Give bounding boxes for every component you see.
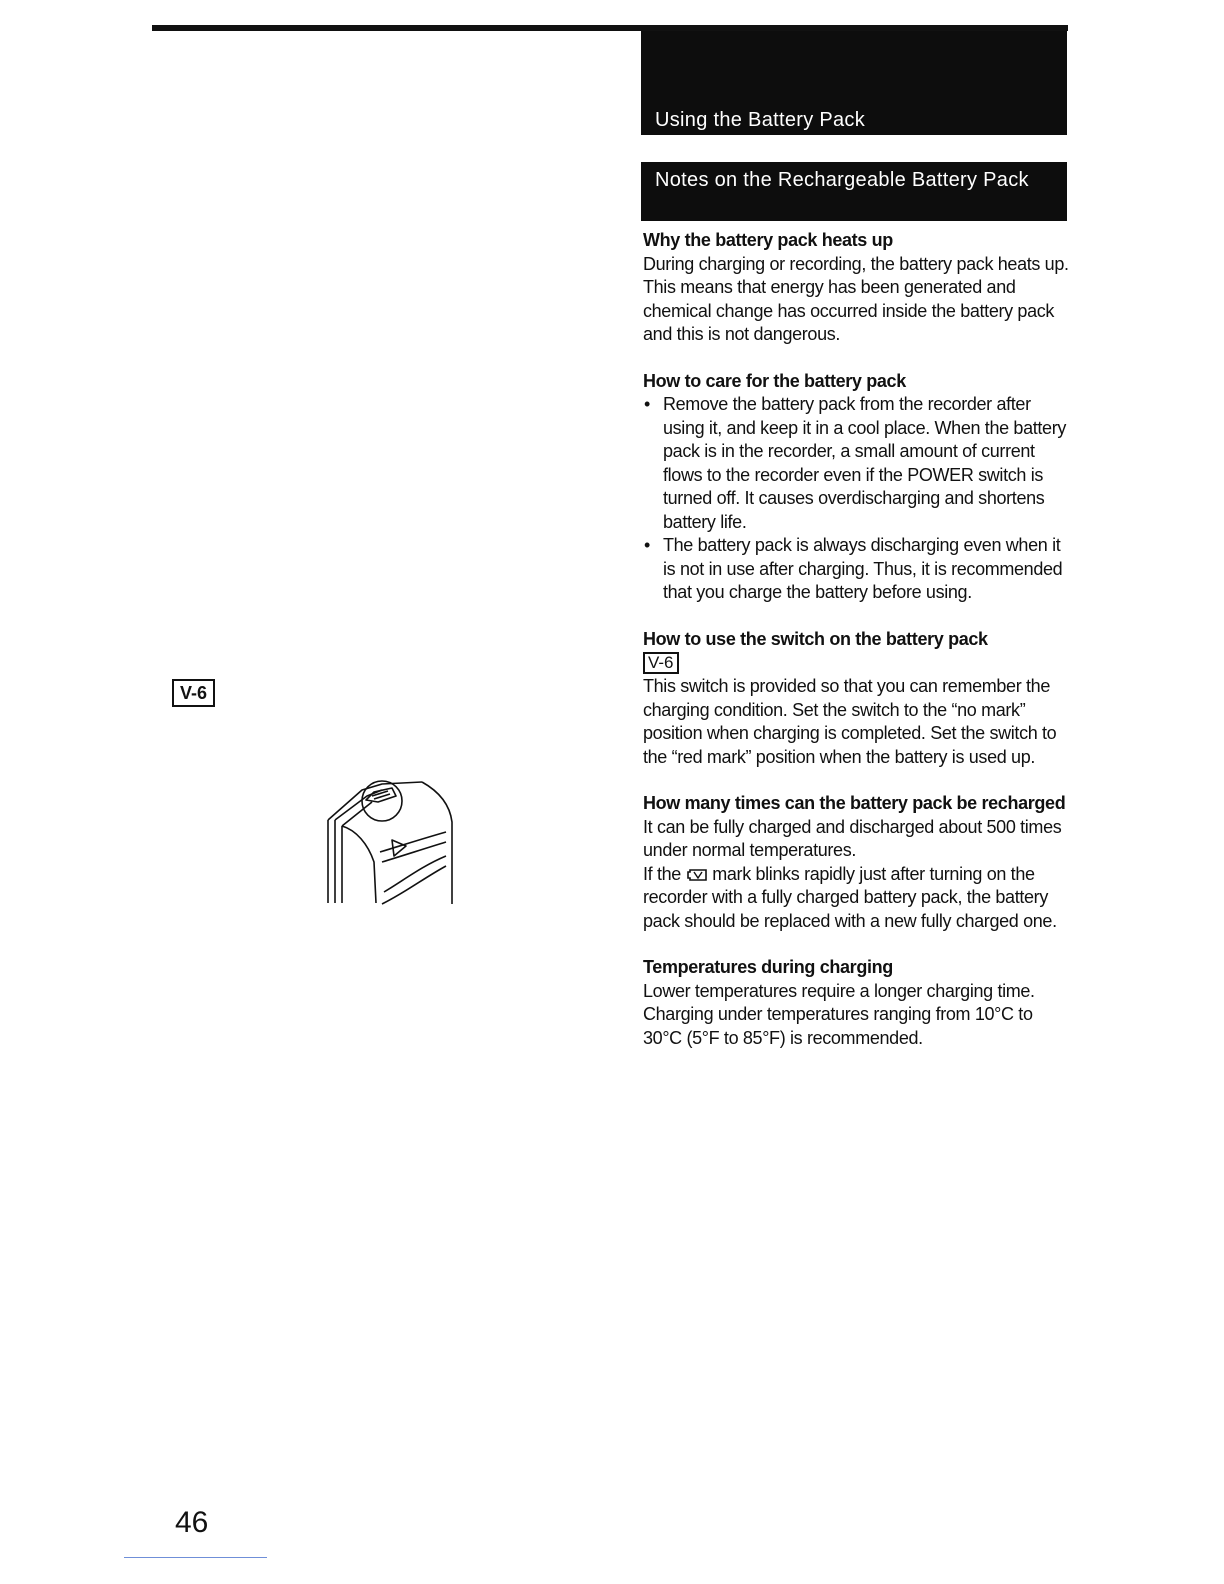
heading-care: How to care for the battery pack [643, 370, 906, 391]
heading-switch: How to use the switch on the battery pack [643, 628, 988, 649]
body-heat: During charging or recording, the battery pack heats up. This means that energy has been generated and chemical change has occurred inside the battery pack and this is not dangerous. [643, 253, 1069, 344]
bullet-icon: • [644, 394, 650, 414]
body-switch: This switch is provided so that you can remember the charging condition. Set the switch to the “no mark” position when charging is completed. Set the switch to the “red mark” position when the battery is used up. [643, 676, 1057, 767]
bottom-rule [124, 1557, 267, 1558]
heading-recharge: How many times can the battery pack be recharged [643, 793, 1066, 813]
section-switch [643, 628, 1073, 770]
heading-temperature: Temperatures during charging [643, 957, 893, 977]
battery-icon [686, 868, 708, 882]
chapter-title: Using the Battery Pack [655, 109, 866, 131]
bullet-icon: • [644, 535, 650, 555]
chapter-banner [641, 31, 1067, 135]
content-column [643, 229, 1073, 1073]
section-care [643, 370, 1073, 605]
section-heat [643, 229, 1073, 347]
body-recharge-1: It can be fully charged and discharged about 500 times under normal temperatures. [643, 816, 1062, 860]
recharge-text-before: If the [643, 863, 681, 884]
switch-tag: V-6 [643, 652, 679, 674]
heading-heat: Why the battery pack heats up [643, 230, 893, 250]
body-recharge-2 [643, 863, 1073, 934]
care-bullet-1: Remove the battery pack from the recorder after using it, and keep it in a cool place. When the battery pack is in the recorder, a small amount of current flows to the recorder even if the POWER switch is turned off. It causes overdischarging and shortens battery life. [663, 394, 1067, 532]
page-number: 46 [175, 1506, 209, 1539]
care-bullet-2: The battery pack is always discharging even when it is not in use after charging. Thus, it is recommended that you charge the battery before using. [663, 535, 1063, 602]
recharge-text-after: mark blinks rapidly just after turning on the recorder with a fully charged battery pack, the battery pack should be replaced with a new fully charged one. [643, 863, 1057, 931]
section-temperature [643, 956, 1073, 1050]
list-item [643, 393, 1073, 534]
section-recharge [643, 792, 1073, 933]
care-list [643, 393, 1073, 605]
battery-pack-illustration [322, 770, 462, 910]
section-title: Notes on the Rechargeable Battery Pack [641, 162, 1067, 221]
figure-tag: V-6 [172, 679, 215, 707]
body-temperature: Lower temperatures require a longer charging time. Charging under temperatures ranging from 10°C to 30°C (5°F to 85°F) is recommended. [643, 980, 1035, 1048]
list-item [643, 534, 1073, 605]
